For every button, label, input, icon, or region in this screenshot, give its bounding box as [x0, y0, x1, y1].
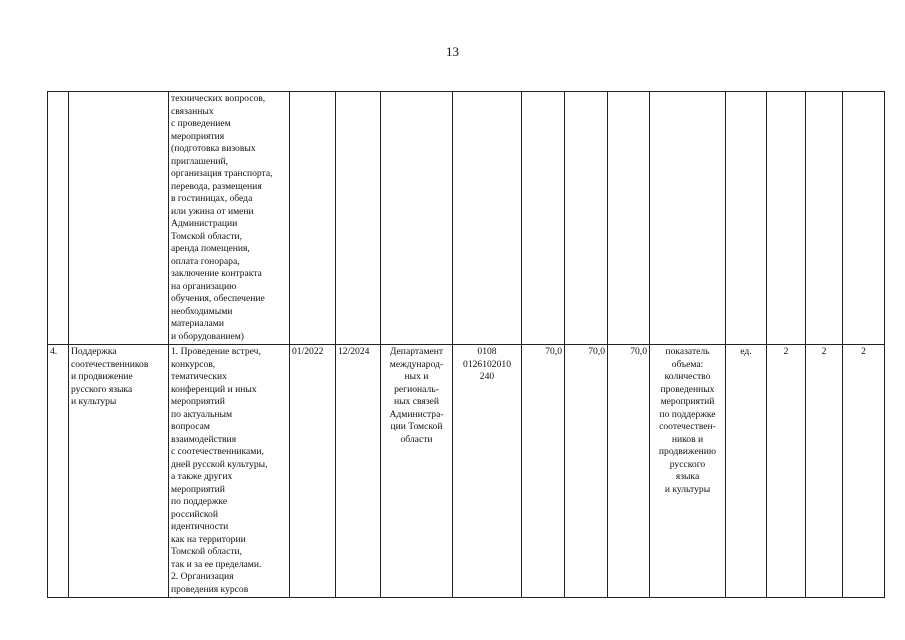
table-row	[48, 92, 885, 345]
budget-code: 0108 0126102010 240	[453, 345, 522, 598]
target-year-2: 2	[806, 345, 843, 598]
end-date: 12/2024	[336, 345, 381, 598]
indicator: показатель объема: количество проведенных мероприятий по поддержке соотечествен- ников и продвижению русского языка и культуры	[650, 345, 726, 598]
start-date: 01/2022	[290, 345, 336, 598]
unit	[726, 92, 767, 345]
unit: ед.	[726, 345, 767, 598]
row-number	[48, 92, 69, 345]
task-name	[69, 92, 169, 345]
target-year-3: 2	[843, 345, 885, 598]
funding-year-1	[522, 92, 565, 345]
target-year-1	[767, 92, 806, 345]
target-year-2	[806, 92, 843, 345]
start-date	[290, 92, 336, 345]
funding-year-2: 70,0	[565, 345, 608, 598]
table-row	[48, 345, 885, 598]
row-number: 4.	[48, 345, 69, 598]
action-description: технических вопросов, связанных с проведением мероприятия (подготовка визовых приглашений, организация транспорта, перевода, размещения в гостиницах, обеда или ужина от имени Администрации Томской области, аренда помещения, оплата гонорара, заключение контракта на организацию обучения, обеспечение необходимыми материалами и оборудованием)	[169, 92, 290, 345]
indicator	[650, 92, 726, 345]
funding-year-3: 70,0	[608, 345, 650, 598]
target-year-1: 2	[767, 345, 806, 598]
funding-year-3	[608, 92, 650, 345]
executor: Департамент международ- ных и региональ- ных связей Администра- ции Томской области	[381, 345, 453, 598]
task-name: Поддержка соотечественников и продвижение русского языка и культуры	[69, 345, 169, 598]
funding-year-2	[565, 92, 608, 345]
program-table	[47, 91, 885, 598]
budget-code	[453, 92, 522, 345]
executor	[381, 92, 453, 345]
funding-year-1: 70,0	[522, 345, 565, 598]
action-description: 1. Проведение встреч, конкурсов, тематических конференций и иных мероприятий по актуальным вопросам взаимодействия с соотечественниками, дней русской культуры, а также других мероприятий по поддержке российской идентичности как на территории Томской области, так и за ее пределами. 2. Организация проведения курсов	[169, 345, 290, 598]
target-year-3	[843, 92, 885, 345]
page-number: 13	[446, 44, 459, 59]
end-date	[336, 92, 381, 345]
